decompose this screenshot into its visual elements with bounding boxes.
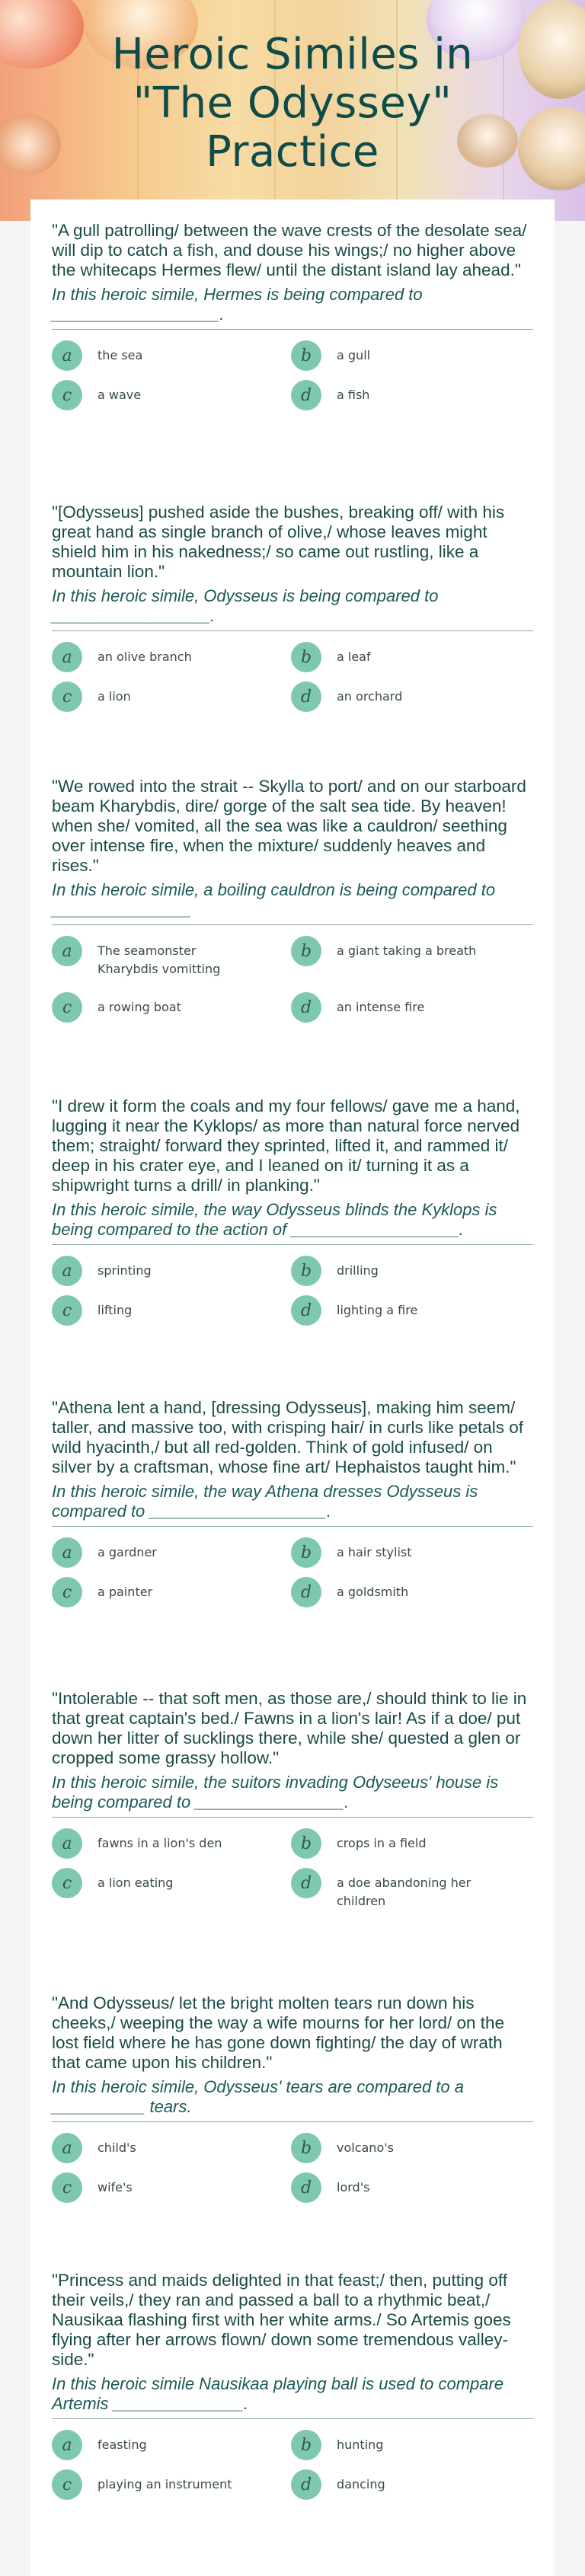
question-text: "A gull patrolling/ between the wave crests of the desolate sea/ will dip to catch a fish, and douse his wings;/ no higher above the whitecaps Hermes flew/ until the distant island lay ahead."	[52, 221, 527, 279]
option-c[interactable]	[52, 682, 280, 712]
option-letter-badge: b	[291, 1537, 321, 1568]
option-letter-badge: a	[52, 2133, 82, 2163]
option-b[interactable]	[291, 340, 519, 371]
option-letter-badge: b	[291, 1256, 321, 1286]
option-letter-badge: c	[52, 1577, 82, 1607]
option-letter-badge: d	[291, 992, 321, 1023]
option-label: a fish	[337, 388, 370, 402]
option-b[interactable]	[291, 1828, 519, 1859]
option-letter-badge: d	[291, 2172, 321, 2203]
question-prompt: In this heroic simile, Odysseus' tears are compared to a __________ tears.	[52, 2077, 464, 2116]
question-7	[52, 1993, 533, 2217]
option-b[interactable]	[291, 936, 519, 966]
option-c[interactable]	[52, 2469, 280, 2500]
question-text: "Intolerable -- that soft men, as those are,/ should think to lie in that great captain's bed./ Fawns in a lion's lair! As if a doe/ put down her litter of sucklings there, while she/ quested a glen or cropped some grassy hollow."	[52, 1689, 527, 1767]
option-letter-badge: c	[52, 380, 82, 410]
question-text: "And Odysseus/ let the bright molten tears run down his cheeks,/ weeping the way a wife mourns for her lord/ on the lost field where he has gone down fighting/ the day of wrath that came upon his children."	[52, 1993, 505, 2072]
question-prompt: In this heroic simile, the suitors invading Odyseeus' house is being compared to ________________.	[52, 1773, 499, 1811]
option-letter-badge: a	[52, 936, 82, 966]
option-letter-badge: c	[52, 1868, 82, 1898]
answer-options	[52, 2430, 533, 2514]
question-text: "Athena lent a hand, [dressing Odysseus], making him seem/ taller, and massive too, with crisping hair/ in curls like petals of wild hyacinth,/ but all red-golden. Think of gold infused/ on silver by a craftsman, whose fine art/ Hephaistos taught him."	[52, 1398, 524, 1476]
option-letter-badge: d	[291, 682, 321, 712]
option-a[interactable]	[52, 1256, 280, 1286]
option-letter-badge: a	[52, 2430, 82, 2460]
option-letter-badge: b	[291, 642, 321, 672]
question-3	[52, 777, 533, 1035]
divider	[52, 630, 533, 631]
option-label: lighting a fire	[337, 1303, 418, 1317]
question-prompt: In this heroic simile, Hermes is being compared to __________________.	[52, 285, 423, 324]
option-label: a goldsmith	[337, 1585, 409, 1599]
option-c[interactable]	[52, 380, 280, 410]
divider	[52, 924, 533, 925]
option-b[interactable]	[291, 2430, 519, 2460]
option-b[interactable]	[291, 1537, 519, 1568]
option-label: hunting	[337, 2437, 384, 2452]
worksheet-card	[30, 200, 555, 2576]
divider	[52, 1244, 533, 1245]
divider	[52, 2418, 533, 2419]
option-label: a lion eating	[98, 1875, 174, 1890]
divider	[52, 1817, 533, 1818]
option-label: a painter	[98, 1585, 153, 1599]
answer-options	[52, 340, 533, 424]
answer-options	[52, 936, 533, 1035]
option-letter-badge: c	[52, 682, 82, 712]
option-label: sprinting	[98, 1263, 152, 1278]
option-letter-badge: a	[52, 340, 82, 371]
option-label: a gardner	[98, 1545, 157, 1559]
option-label: volcano's	[337, 2140, 394, 2155]
answer-options	[52, 1537, 533, 1621]
question-4	[52, 1096, 533, 1339]
option-label: feasting	[98, 2437, 147, 2452]
option-label: an olive branch	[98, 650, 192, 664]
option-a[interactable]	[52, 1828, 280, 1859]
option-letter-badge: a	[52, 1828, 82, 1859]
question-prompt: In this heroic simile Nausikaa playing ball is used to compare Artemis ______________.	[52, 2374, 504, 2413]
option-a[interactable]	[52, 642, 280, 672]
header-banner	[0, 0, 585, 221]
option-label: a giant taking a breath	[337, 943, 477, 958]
option-letter-badge: b	[291, 2430, 321, 2460]
option-label: dancing	[337, 2477, 385, 2491]
option-letter-badge: c	[52, 992, 82, 1023]
option-d[interactable]	[291, 1868, 519, 1910]
option-letter-badge: b	[291, 936, 321, 966]
option-label: drilling	[337, 1263, 379, 1278]
answer-options	[52, 2133, 533, 2217]
option-a[interactable]	[52, 2430, 280, 2460]
question-prompt: In this heroic simile, the way Athena dresses Odysseus is compared to ___________________.	[52, 1482, 478, 1521]
option-b[interactable]	[291, 2133, 519, 2163]
option-letter-badge: a	[52, 1256, 82, 1286]
option-label: a wave	[98, 388, 142, 402]
option-d[interactable]	[291, 2469, 519, 2500]
answer-options	[52, 642, 533, 726]
page-title: Heroic Similes in "The Odyssey" Practice	[111, 30, 474, 177]
option-label: an orchard	[337, 689, 403, 704]
divider	[52, 329, 533, 330]
option-label: a lion	[98, 689, 131, 704]
option-label: playing an instrument	[98, 2477, 232, 2491]
option-a[interactable]	[52, 2133, 280, 2163]
option-label: a gull	[337, 348, 371, 362]
option-d[interactable]	[291, 380, 519, 410]
question-text: "Princess and maids delighted in that feast;/ then, putting off their veils,/ they ran and passed a ball to a rhythmic beat,/ Nausikaa flashing first with her white arms./ So Artemis goes flying after her arrows flown/ down some tremendous valley-side."	[52, 2271, 511, 2369]
option-label: lifting	[98, 1303, 133, 1317]
option-label: fawns in a lion's den	[98, 1836, 222, 1850]
option-label: lord's	[337, 2180, 370, 2195]
question-prompt: In this heroic simile, the way Odysseus blinds the Kyklops is being compared to the action of __________________.	[52, 1200, 497, 1239]
option-letter-badge: d	[291, 1868, 321, 1898]
option-label: wife's	[98, 2180, 133, 2195]
option-label: a leaf	[337, 650, 371, 664]
option-b[interactable]	[291, 642, 519, 672]
option-d[interactable]	[291, 2172, 519, 2203]
question-text: "I drew it form the coals and my four fellows/ gave me a hand, lugging it near the Kyklops/ as more than natural force nerved them; straight/ forward they sprinted, lifted it, and rammed it/ deep in his crater eye, and I leaned on it/ turning it as a shipwright turns a drill/ in planking."	[52, 1096, 520, 1195]
option-letter-badge: b	[291, 2133, 321, 2163]
option-label: The seamonster Kharybdis vomitting	[98, 943, 221, 976]
option-c[interactable]	[52, 1868, 280, 1898]
option-label: crops in a field	[337, 1836, 427, 1850]
option-a[interactable]	[52, 340, 280, 371]
option-letter-badge: a	[52, 1537, 82, 1568]
option-d[interactable]	[291, 1295, 519, 1326]
option-letter-badge: d	[291, 380, 321, 410]
answer-options	[52, 1256, 533, 1339]
option-a[interactable]	[52, 936, 280, 978]
option-c[interactable]	[52, 2172, 280, 2203]
question-6	[52, 1689, 533, 1912]
option-label: a rowing boat	[98, 1000, 181, 1014]
option-letter-badge: b	[291, 340, 321, 371]
option-letter-badge: d	[291, 2469, 321, 2500]
question-2	[52, 503, 533, 726]
option-letter-badge: c	[52, 1295, 82, 1326]
option-letter-badge: c	[52, 2172, 82, 2203]
option-letter-badge: c	[52, 2469, 82, 2500]
divider	[52, 1526, 533, 1527]
option-d[interactable]	[291, 992, 519, 1023]
option-a[interactable]	[52, 1537, 280, 1568]
option-label: a doe abandoning her children	[337, 1875, 472, 1908]
option-d[interactable]	[291, 1577, 519, 1607]
option-c[interactable]	[52, 1295, 280, 1326]
option-label: a hair stylist	[337, 1545, 412, 1559]
question-prompt: In this heroic simile, a boiling cauldron is being compared to _______________	[52, 880, 496, 919]
option-b[interactable]	[291, 1256, 519, 1286]
option-c[interactable]	[52, 992, 280, 1023]
answer-options	[52, 1828, 533, 1912]
question-prompt: In this heroic simile, Odysseus is being compared to _________________.	[52, 586, 439, 625]
question-text: "We rowed into the strait -- Skylla to port/ and on our starboard beam Kharybdis, dire/ gorge of the salt sea tide. By heaven! when she/ vomited, all the sea was like a cauldron/ seething over intense fire, when the mixture/ suddenly heaves and rises."	[52, 777, 526, 875]
option-letter-badge: d	[291, 1295, 321, 1326]
option-d[interactable]	[291, 682, 519, 712]
option-letter-badge: a	[52, 642, 82, 672]
divider	[52, 2121, 533, 2122]
question-5	[52, 1398, 533, 1621]
option-letter-badge: b	[291, 1828, 321, 1859]
option-label: an intense fire	[337, 1000, 425, 1014]
option-letter-badge: d	[291, 1577, 321, 1607]
option-label: child's	[98, 2140, 136, 2155]
option-c[interactable]	[52, 1577, 280, 1607]
option-label: the sea	[98, 348, 143, 362]
question-8	[52, 2271, 533, 2514]
question-text: "[Odysseus] pushed aside the bushes, breaking off/ with his great hand as single branch of olive,/ whose leaves might shield him in his nakedness;/ so came out rustling, like a mountain lion."	[52, 503, 505, 581]
question-1	[52, 221, 533, 424]
